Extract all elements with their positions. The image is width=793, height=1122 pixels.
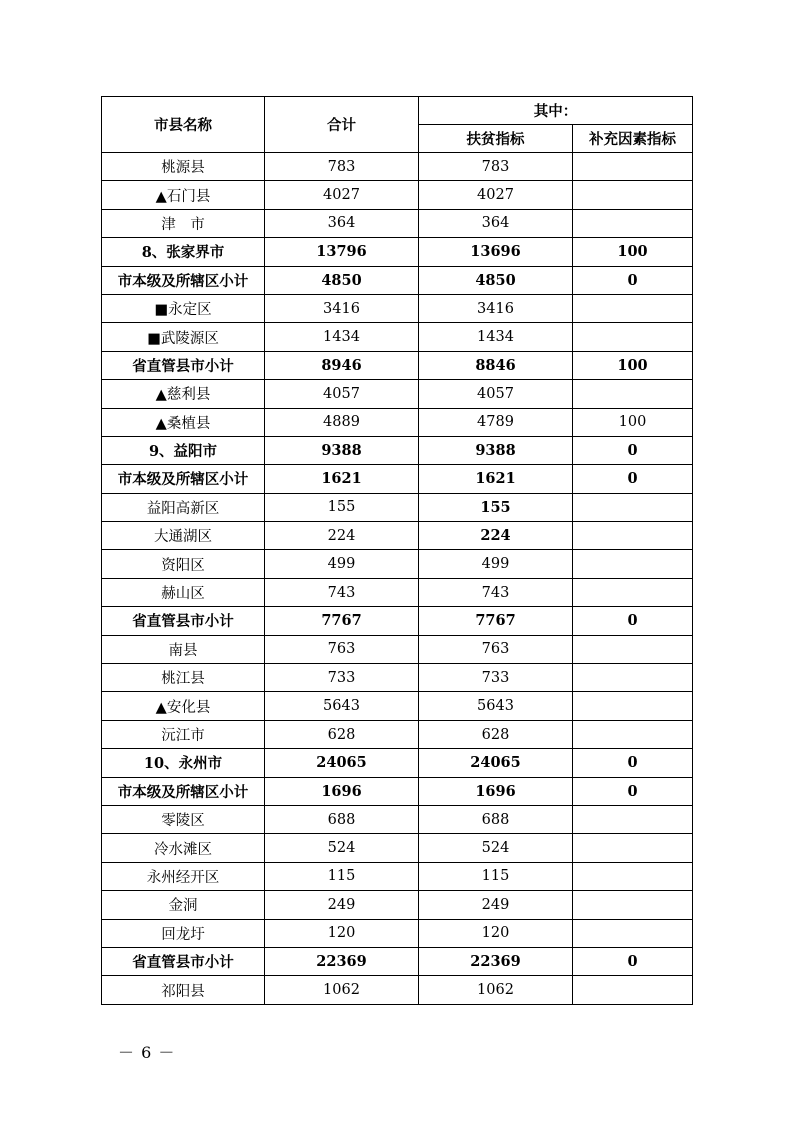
cell-name: 市本级及所辖区小计 [102,465,265,493]
cell-poverty: 783 [419,153,573,181]
table-row [102,294,693,322]
cell-supplement: 100 [573,238,693,266]
table-row [102,351,693,379]
table-row [102,834,693,862]
cell-supplement [573,323,693,351]
cell-total: 9388 [265,436,419,464]
table-row [102,607,693,635]
cell-total: 524 [265,834,419,862]
cell-total: 1062 [265,976,419,1004]
cell-supplement: 100 [573,408,693,436]
cell-total: 628 [265,720,419,748]
header-group: 其中： [419,97,693,125]
cell-total: 5643 [265,692,419,720]
cell-total: 733 [265,664,419,692]
table-row [102,522,693,550]
cell-poverty: 3416 [419,294,573,322]
header-supplement: 补充因素指标 [573,125,693,153]
table-row [102,323,693,351]
table-row [102,749,693,777]
cell-total: 13796 [265,238,419,266]
cell-total: 1434 [265,323,419,351]
cell-poverty: 1621 [419,465,573,493]
cell-poverty: 364 [419,209,573,237]
cell-supplement [573,692,693,720]
cell-poverty: 8846 [419,351,573,379]
cell-poverty: 155 [419,493,573,521]
cell-total: 1621 [265,465,419,493]
cell-name: 9、益阳市 [102,436,265,464]
table-row [102,720,693,748]
table-row [102,578,693,606]
allocation-table [101,96,693,1005]
table-row [102,976,693,1004]
table-row [102,664,693,692]
cell-poverty: 763 [419,635,573,663]
cell-supplement [573,209,693,237]
cell-total: 364 [265,209,419,237]
cell-total: 22369 [265,947,419,975]
cell-poverty: 1434 [419,323,573,351]
cell-supplement [573,380,693,408]
cell-total: 7767 [265,607,419,635]
cell-poverty: 22369 [419,947,573,975]
cell-supplement [573,578,693,606]
cell-name: 省直管县市小计 [102,947,265,975]
cell-total: 224 [265,522,419,550]
cell-poverty: 628 [419,720,573,748]
table-row [102,209,693,237]
cell-name: 沅江市 [102,720,265,748]
cell-name: ▲慈利县 [102,380,265,408]
cell-name: ▲桑植县 [102,408,265,436]
table-row [102,550,693,578]
cell-supplement: 0 [573,436,693,464]
cell-name: 桃源县 [102,153,265,181]
cell-name: 祁阳县 [102,976,265,1004]
cell-supplement [573,635,693,663]
cell-poverty: 9388 [419,436,573,464]
cell-poverty: 524 [419,834,573,862]
cell-supplement [573,493,693,521]
table-row [102,493,693,521]
cell-name: 永州经开区 [102,862,265,890]
cell-supplement [573,720,693,748]
cell-total: 8946 [265,351,419,379]
cell-name: 10、永州市 [102,749,265,777]
cell-total: 763 [265,635,419,663]
table-row [102,408,693,436]
cell-name: 回龙圩 [102,919,265,947]
cell-name: 省直管县市小计 [102,351,265,379]
cell-name: ▲安化县 [102,692,265,720]
table-row [102,635,693,663]
cell-total: 249 [265,891,419,919]
cell-supplement [573,522,693,550]
cell-poverty: 115 [419,862,573,890]
table-row [102,238,693,266]
cell-total: 688 [265,805,419,833]
cell-poverty: 4027 [419,181,573,209]
cell-supplement [573,891,693,919]
cell-supplement: 0 [573,266,693,294]
cell-name: 南县 [102,635,265,663]
cell-total: 120 [265,919,419,947]
table-row [102,692,693,720]
header-name: 市县名称 [102,97,265,153]
cell-supplement [573,153,693,181]
cell-poverty: 5643 [419,692,573,720]
cell-poverty: 733 [419,664,573,692]
cell-name: 市本级及所辖区小计 [102,266,265,294]
cell-total: 24065 [265,749,419,777]
table-body [102,153,693,1005]
table-row [102,266,693,294]
cell-supplement [573,976,693,1004]
cell-name: ■永定区 [102,294,265,322]
cell-poverty: 1062 [419,976,573,1004]
cell-name: ■武陵源区 [102,323,265,351]
cell-supplement: 0 [573,777,693,805]
cell-poverty: 13696 [419,238,573,266]
table-row [102,777,693,805]
cell-total: 4850 [265,266,419,294]
cell-supplement: 0 [573,749,693,777]
cell-name: 赫山区 [102,578,265,606]
cell-name: 市本级及所辖区小计 [102,777,265,805]
cell-name: 零陵区 [102,805,265,833]
table-row [102,436,693,464]
header-poverty: 扶贫指标 [419,125,573,153]
cell-total: 155 [265,493,419,521]
cell-poverty: 4789 [419,408,573,436]
cell-supplement [573,181,693,209]
cell-total: 499 [265,550,419,578]
table-row [102,891,693,919]
cell-poverty: 499 [419,550,573,578]
page-number: － 6 － [118,1043,176,1062]
table-row [102,465,693,493]
cell-name: 8、张家界市 [102,238,265,266]
cell-total: 783 [265,153,419,181]
cell-supplement [573,919,693,947]
cell-total: 115 [265,862,419,890]
cell-poverty: 7767 [419,607,573,635]
table-row [102,919,693,947]
cell-supplement [573,294,693,322]
cell-total: 4057 [265,380,419,408]
cell-total: 1696 [265,777,419,805]
cell-total: 3416 [265,294,419,322]
cell-poverty: 4057 [419,380,573,408]
table-row [102,153,693,181]
table-row [102,862,693,890]
cell-poverty: 224 [419,522,573,550]
cell-name: 省直管县市小计 [102,607,265,635]
cell-poverty: 1696 [419,777,573,805]
cell-total: 743 [265,578,419,606]
cell-poverty: 24065 [419,749,573,777]
cell-supplement [573,664,693,692]
table-header-row [102,97,693,125]
cell-name: 金洞 [102,891,265,919]
cell-name: 冷水滩区 [102,834,265,862]
cell-name: 资阳区 [102,550,265,578]
cell-total: 4889 [265,408,419,436]
cell-name: 大通湖区 [102,522,265,550]
cell-supplement [573,834,693,862]
cell-supplement: 100 [573,351,693,379]
cell-name: 桃江县 [102,664,265,692]
cell-name: 益阳高新区 [102,493,265,521]
table-row [102,380,693,408]
cell-total: 4027 [265,181,419,209]
cell-poverty: 743 [419,578,573,606]
cell-supplement: 0 [573,465,693,493]
cell-poverty: 249 [419,891,573,919]
cell-poverty: 4850 [419,266,573,294]
cell-supplement: 0 [573,607,693,635]
cell-name: 津 市 [102,209,265,237]
cell-supplement [573,862,693,890]
table-row [102,181,693,209]
cell-poverty: 120 [419,919,573,947]
cell-name: ▲石门县 [102,181,265,209]
cell-supplement [573,550,693,578]
table-row [102,805,693,833]
cell-supplement [573,805,693,833]
cell-supplement: 0 [573,947,693,975]
header-total: 合计 [265,97,419,153]
table-row [102,947,693,975]
cell-poverty: 688 [419,805,573,833]
